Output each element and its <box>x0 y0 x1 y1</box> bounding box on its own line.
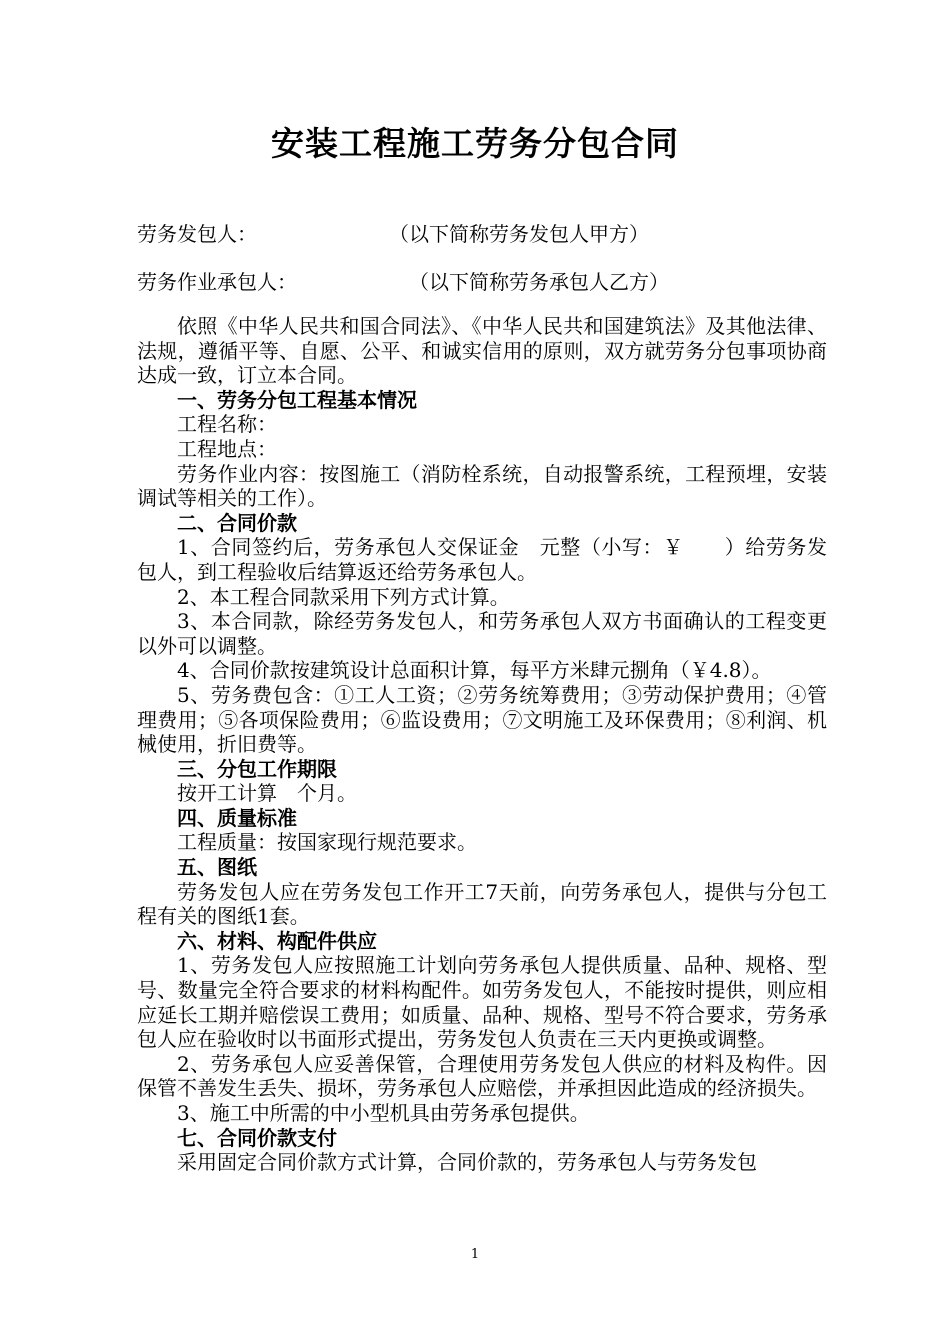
section-heading: 六、材料、构配件供应 <box>177 928 377 953</box>
paragraph: 5、劳务费包含：①工人工资；②劳务统筹费用；③劳动保护费用；④管理费用；⑤各项保险费用；⑥监设费用；⑦文明施工及环保费用；⑧利润、机械使用，折旧费等。 <box>137 682 827 757</box>
paragraph: 1、合同签约后，劳务承包人交保证金 元整（小写：￥ ）给劳务发包人，到工程验收后结算返还给劳务承包人。 <box>137 535 827 584</box>
party-b-label: 劳务作业承包人： <box>137 270 297 294</box>
party-a-note: （以下简称劳务发包人甲方） <box>389 222 649 246</box>
section-heading: 二、合同价款 <box>177 510 297 535</box>
contract-body <box>137 314 827 1175</box>
paragraph: 采用固定合同价款方式计算，合同价款的，劳务承包人与劳务发包 <box>177 1150 757 1175</box>
party-a-label: 劳务发包人： <box>137 222 257 246</box>
page-number: 1 <box>470 1247 480 1262</box>
paragraph: 工程地点： <box>177 436 277 461</box>
section-heading: 五、图纸 <box>177 855 257 880</box>
paragraph: 3、本合同款，除经劳务发包人，和劳务承包人双方书面确认的工程变更以外可以调整。 <box>137 609 827 658</box>
party-a-line <box>137 218 649 247</box>
party-b-note: （以下简称劳务承包人乙方） <box>409 270 669 294</box>
paragraph: 劳务作业内容：按图施工（消防栓系统，自动报警系统，工程预埋，安装调试等相关的工作）。 <box>137 461 827 511</box>
party-b-line <box>137 266 669 295</box>
paragraph: 2、劳务承包人应妥善保管，合理使用劳务发包人供应的材料及构件。因保管不善发生丢失、损坏，劳务承包人应赔偿，并承担因此造成的经济损失。 <box>137 1051 827 1101</box>
paragraph: 4、合同价款按建筑设计总面积计算，每平方米肆元捌角（￥4.8）。 <box>177 658 772 683</box>
paragraph: 3、施工中所需的中小型机具由劳务承包提供。 <box>177 1101 590 1125</box>
paragraph: 工程名称： <box>177 412 277 437</box>
intro-paragraph: 依照《中华人民共和国合同法》、《中华人民共和国建筑法》及其他法律、法规，遵循平等、自愿、公平、和诚实信用的原则，双方就劳务分包事项协商达成一致，订立本合同。 <box>137 314 827 388</box>
document-title: 安装工程施工劳务分包合同 <box>271 124 679 163</box>
section-heading: 四、质量标准 <box>177 805 297 830</box>
section-heading: 一、劳务分包工程基本情况 <box>177 387 417 412</box>
paragraph: 工程质量：按国家现行规范要求。 <box>177 830 477 855</box>
paragraph: 劳务发包人应在劳务发包工作开工7天前，向劳务承包人，提供与分包工程有关的图纸1套。 <box>137 879 827 929</box>
section-heading: 三、分包工作期限 <box>177 756 337 781</box>
paragraph: 2、本工程合同款采用下列方式计算。 <box>177 584 510 609</box>
section-heading: 七、合同价款支付 <box>177 1125 337 1150</box>
paragraph: 按开工计算 个月。 <box>177 781 357 806</box>
paragraph: 1、劳务发包人应按照施工计划向劳务承包人提供质量、品种、规格、型号、数量完全符合要求的材料构配件。如劳务发包人，不能按时提供，则应相应延长工期并赔偿误工费用；如质量、品种、规格、型号不符合要求，劳务承包人应在验收时以书面形式提出，劳务发包人负责在三天内更换或调整。 <box>137 953 827 1052</box>
